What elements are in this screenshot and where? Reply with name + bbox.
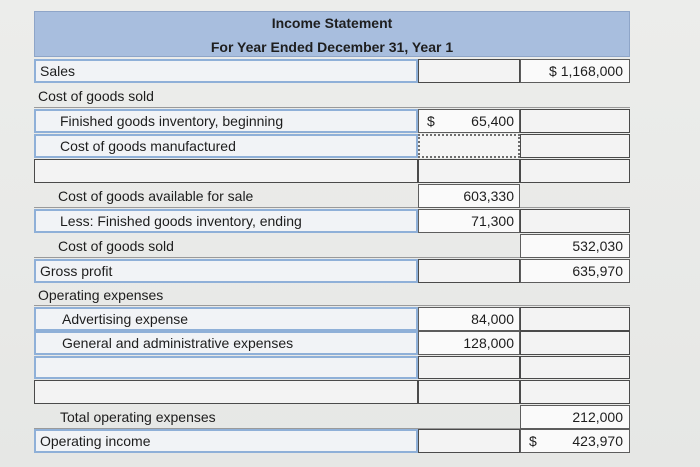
fg-begin-value: 65,400 [471, 113, 514, 129]
operating-income-label[interactable]: Operating income [34, 429, 418, 453]
blank-3-mid[interactable] [418, 380, 520, 404]
total-opex-mid-cell [418, 405, 520, 429]
advertising-right-cell[interactable] [520, 307, 630, 331]
cogs-heading-right [520, 84, 630, 108]
gna-right-cell[interactable] [520, 331, 630, 355]
row-sales [34, 59, 630, 83]
opex-heading-mid [418, 284, 520, 306]
gross-profit-mid-cell[interactable] [418, 259, 520, 283]
row-cogm [34, 134, 630, 158]
statement-header [34, 11, 630, 57]
fg-end-label[interactable]: Less: Finished goods inventory, ending [34, 209, 418, 233]
sales-label[interactable]: Sales [34, 59, 418, 83]
cogm-right-cell[interactable] [520, 134, 630, 158]
fg-begin-label[interactable]: Finished goods inventory, beginning [34, 109, 418, 133]
fg-end-right-cell[interactable] [520, 209, 630, 233]
fg-end-amount[interactable]: 71,300 [418, 209, 520, 233]
blank-3-label[interactable] [34, 380, 418, 404]
gna-amount[interactable]: 128,000 [418, 331, 520, 355]
blank-1-label[interactable] [34, 159, 418, 183]
row-total-opex [34, 405, 630, 429]
cogas-amount[interactable]: 603,330 [418, 184, 520, 208]
operating-income-amount[interactable] [520, 429, 630, 453]
row-blank-2 [34, 356, 630, 379]
cogas-label: Cost of goods available for sale [34, 184, 418, 208]
fg-begin-right-cell[interactable] [520, 109, 630, 133]
row-blank-1 [34, 159, 630, 183]
blank-1-mid[interactable] [418, 159, 520, 183]
sales-mid-cell[interactable] [418, 59, 520, 83]
advertising-label[interactable]: Advertising expense [34, 307, 418, 331]
gross-profit-amount[interactable]: 635,970 [520, 259, 630, 283]
operating-income-dollar-sign: $ [529, 433, 537, 449]
opex-heading-label: Operating expenses [34, 284, 418, 306]
row-advertising [34, 307, 630, 331]
cogs-heading-label: Cost of goods sold [34, 84, 418, 108]
row-cogs-heading [34, 84, 630, 108]
cogs-mid-cell [418, 234, 520, 258]
cogm-amount-input[interactable] [418, 134, 520, 158]
blank-1-right[interactable] [520, 159, 630, 183]
row-gross-profit [34, 259, 630, 283]
fg-begin-dollar-sign: $ [427, 113, 435, 129]
row-cogas [34, 184, 630, 208]
row-gna [34, 331, 630, 355]
row-cogs [34, 234, 630, 258]
gna-label[interactable]: General and administrative expenses [34, 331, 418, 355]
opex-heading-right [520, 284, 630, 306]
gross-profit-label[interactable]: Gross profit [34, 259, 418, 283]
statement-title: Income Statement [271, 15, 393, 31]
fg-begin-amount[interactable] [418, 109, 520, 133]
advertising-amount[interactable]: 84,000 [418, 307, 520, 331]
row-fg-begin [34, 109, 630, 133]
sales-amount[interactable]: $ 1,168,000 [520, 59, 630, 83]
cogas-right-cell [520, 184, 630, 208]
statement-period: For Year Ended December 31, Year 1 [210, 39, 454, 55]
blank-2-label[interactable] [34, 356, 418, 379]
cogs-heading-mid [418, 84, 520, 108]
total-opex-amount[interactable]: 212,000 [520, 405, 630, 429]
total-opex-label: Total operating expenses [34, 405, 418, 429]
cogm-label[interactable]: Cost of goods manufactured [34, 134, 418, 158]
row-fg-end [34, 209, 630, 233]
blank-2-right[interactable] [520, 356, 630, 379]
row-blank-3 [34, 380, 630, 404]
operating-income-value: 423,970 [572, 433, 623, 449]
cogs-amount[interactable]: 532,030 [520, 234, 630, 258]
row-opex-heading [34, 284, 630, 306]
operating-income-mid-cell[interactable] [418, 429, 520, 453]
cogs-label: Cost of goods sold [34, 234, 418, 258]
blank-2-mid[interactable] [418, 356, 520, 379]
row-operating-income [34, 429, 630, 453]
blank-3-right[interactable] [520, 380, 630, 404]
